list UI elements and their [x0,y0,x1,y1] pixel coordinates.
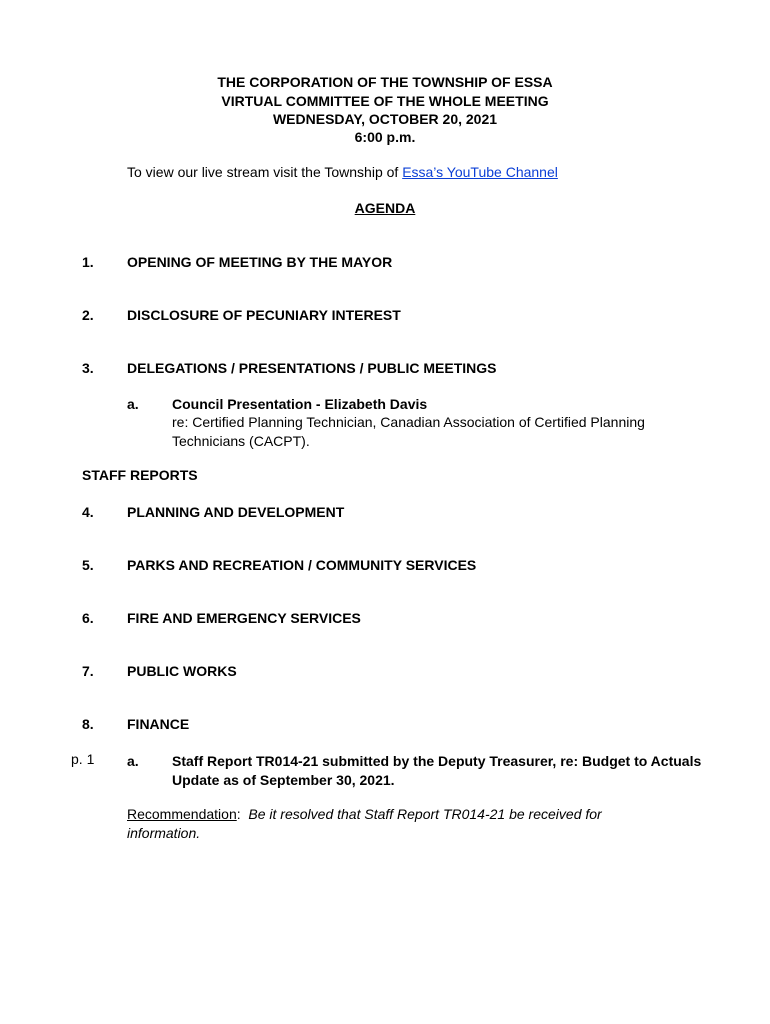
item-1-title: OPENING OF MEETING BY THE MAYOR [127,254,393,270]
recommendation-text: Be it resolved that Staff Report TR014-21 be received for information. [127,806,602,841]
item-5-number: 5. [82,557,94,573]
item-7-number: 7. [82,663,94,679]
page-reference: p. 1 [71,751,95,767]
header-line-2: VIRTUAL COMMITTEE OF THE WHOLE MEETING [221,93,549,109]
item-2-title: DISCLOSURE OF PECUNIARY INTEREST [127,307,401,323]
item-3a-letter: a. [127,396,139,412]
item-7-title: PUBLIC WORKS [127,663,237,679]
youtube-channel-link[interactable]: Essa’s YouTube Channel [402,164,558,180]
staff-reports-heading: STAFF REPORTS [82,467,198,483]
livestream-text: To view our live stream visit the Township of [127,164,403,180]
item-8a-title: Staff Report TR014-21 submitted by the Deputy Treasurer, re: Budget to Actuals Update as of September 30, 2021. [172,753,702,788]
item-5-title: PARKS AND RECREATION / COMMUNITY SERVICES [127,557,477,573]
recommendation-separator: : [236,806,249,822]
item-6-title: FIRE AND EMERGENCY SERVICES [127,610,361,626]
item-8-number: 8. [82,716,94,732]
item-8a-letter: a. [127,753,139,769]
header-line-3: WEDNESDAY, OCTOBER 20, 2021 [272,111,498,127]
header-line-4: 6:00 p.m. [354,129,416,145]
item-8-title: FINANCE [127,716,190,732]
agenda-title: AGENDA [354,200,416,216]
item-3-number: 3. [82,360,94,376]
livestream-line [127,163,558,182]
item-3a-title: Council Presentation - Elizabeth Davis [172,396,428,412]
item-3a-body: re: Certified Planning Technician, Canadian Association of Certified Planning Technicians (CACPT). [172,414,645,449]
item-2-number: 2. [82,307,94,323]
item-6-number: 6. [82,610,94,626]
recommendation [127,805,667,843]
recommendation-label: Recommendation [127,806,237,822]
item-4-number: 4. [82,504,94,520]
header-line-1: THE CORPORATION OF THE TOWNSHIP OF ESSA [217,74,553,90]
item-4-title: PLANNING AND DEVELOPMENT [127,504,345,520]
item-1-number: 1. [82,254,94,270]
item-3-title: DELEGATIONS / PRESENTATIONS / PUBLIC MEETINGS [127,360,497,376]
